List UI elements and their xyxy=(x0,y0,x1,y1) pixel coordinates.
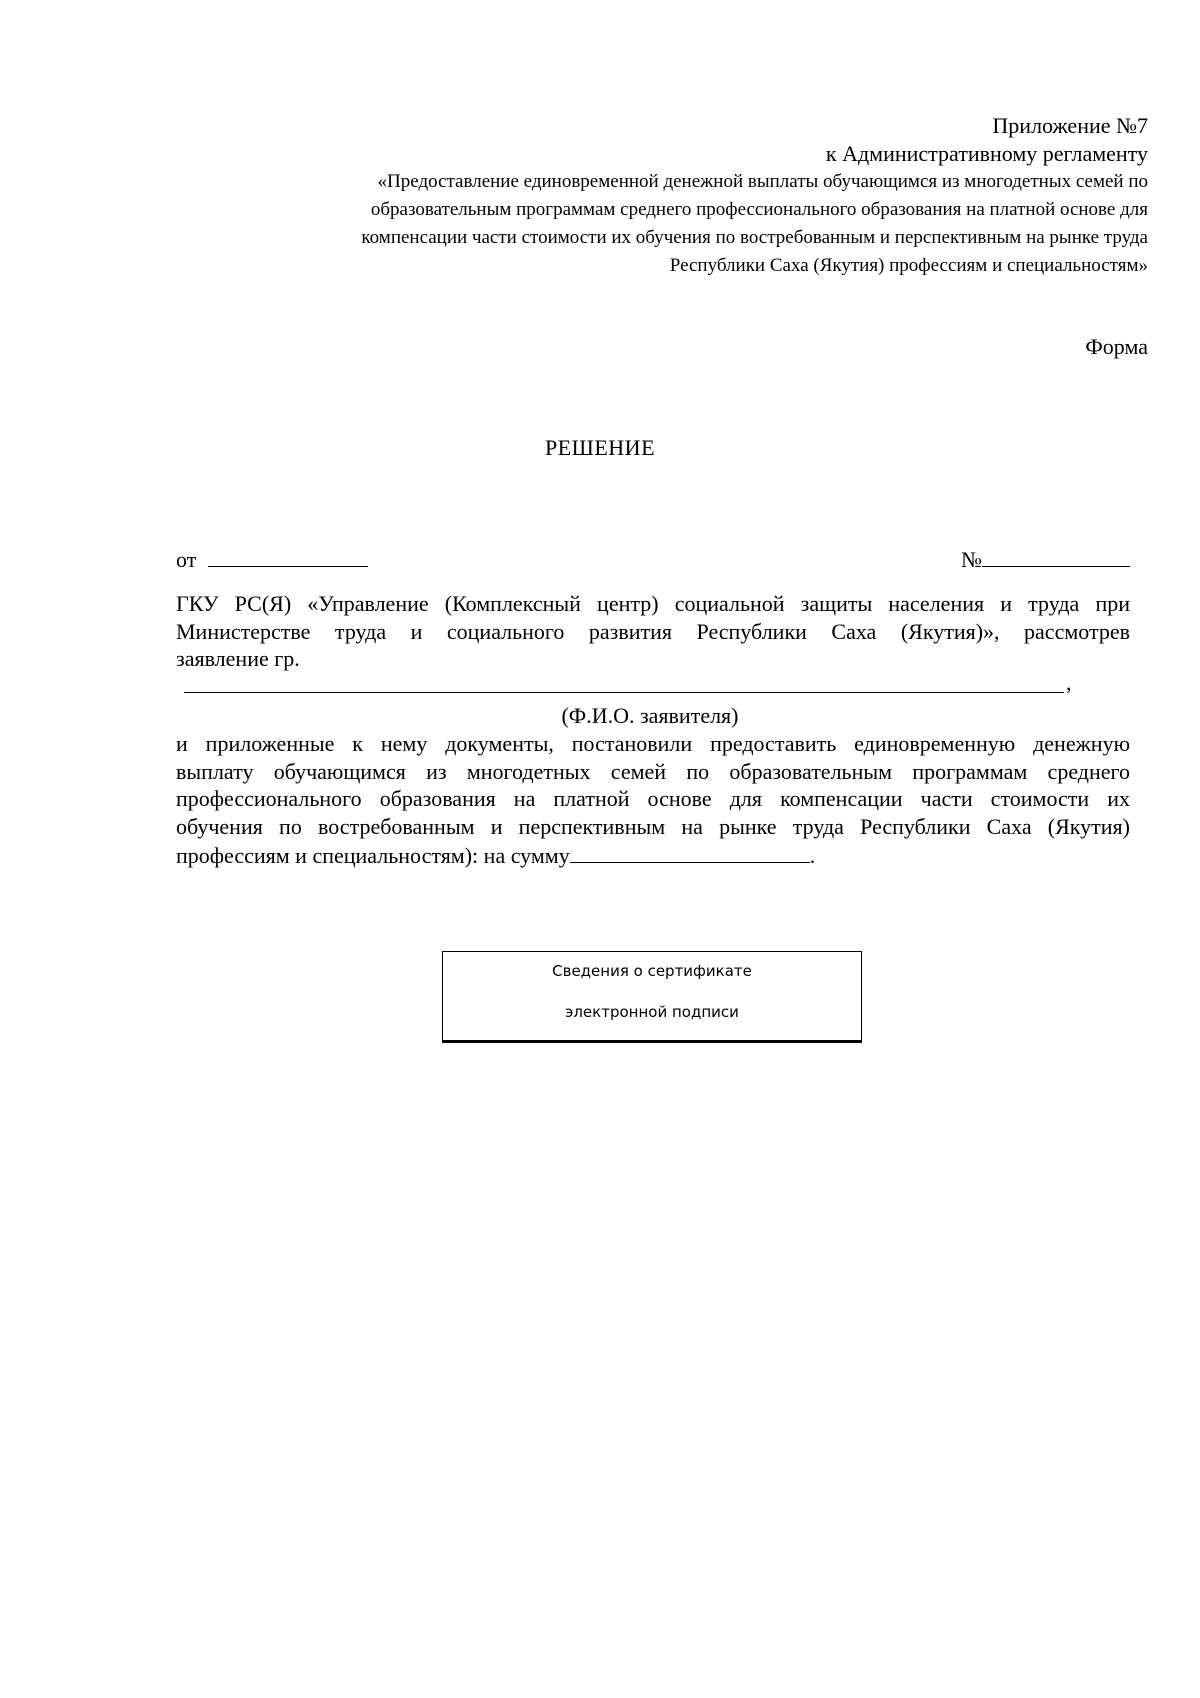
document-heading: РЕШЕНИЕ xyxy=(544,435,656,460)
decision-line: и приложенные к нему документы, постановили предоставить единовременную денежную xyxy=(176,731,1130,756)
date-field xyxy=(176,544,368,573)
appendix-reference: к Административному регламенту xyxy=(825,141,1148,166)
regulation-title-line: Республики Саха (Якутия) профессиям и специальностям» xyxy=(669,255,1148,276)
applicant-caption: (Ф.И.О. заявителя) xyxy=(561,703,739,728)
regulation-title-line: образовательным программам среднего профессионального образования на платной основе для xyxy=(370,199,1148,220)
date-label: от xyxy=(176,547,197,572)
decision-paragraph xyxy=(176,730,1130,870)
intro-line: ГКУ РС(Я) «Управление (Комплексный центр) социальной защиты населения и труда при xyxy=(176,591,1130,616)
signature-certificate-box xyxy=(442,951,862,1043)
date-number-row xyxy=(176,544,1130,574)
regulation-title-line: «Предоставление единовременной денежной выплаты обучающимся из многодетных семей по xyxy=(377,171,1148,192)
appendix-header xyxy=(168,112,1148,280)
amount-line xyxy=(176,840,1130,870)
regulation-title-line: компенсации части стоимости их обучения по востребованным и перспективным на рынке труда xyxy=(361,227,1148,248)
decision-line: обучения по востребованным и перспективным на рынке труда Республики Саха (Якутия) xyxy=(176,813,1130,839)
applicant-name-blank[interactable] xyxy=(184,670,1064,693)
date-blank[interactable] xyxy=(208,544,368,567)
intro-line: заявление гр. xyxy=(176,646,300,671)
decision-line: выплату обучающимся из многодетных семей по образовательным программам среднего xyxy=(176,758,1130,784)
intro-paragraph xyxy=(176,590,1130,673)
amount-suffix: . xyxy=(809,843,816,868)
applicant-comma: , xyxy=(1066,670,1072,695)
signature-box-line: Сведения о сертификате xyxy=(552,962,752,980)
form-label: Форма xyxy=(1085,334,1148,359)
number-field xyxy=(961,544,1130,573)
appendix-number: Приложение №7 xyxy=(992,113,1148,138)
number-blank[interactable] xyxy=(982,544,1130,567)
regulation-title xyxy=(168,168,1148,280)
number-label: № xyxy=(961,547,982,572)
amount-blank[interactable] xyxy=(570,840,810,863)
signature-box-line: электронной подписи xyxy=(565,1003,739,1021)
decision-line: профессионального образования на платной основе для компенсации части стоимости их xyxy=(176,786,1130,811)
intro-line: Министерстве труда и социального развития Республики Саха (Якутия)», рассмотрев xyxy=(176,618,1130,644)
amount-prefix: профессиям и специальностям): на сумму xyxy=(176,843,570,868)
